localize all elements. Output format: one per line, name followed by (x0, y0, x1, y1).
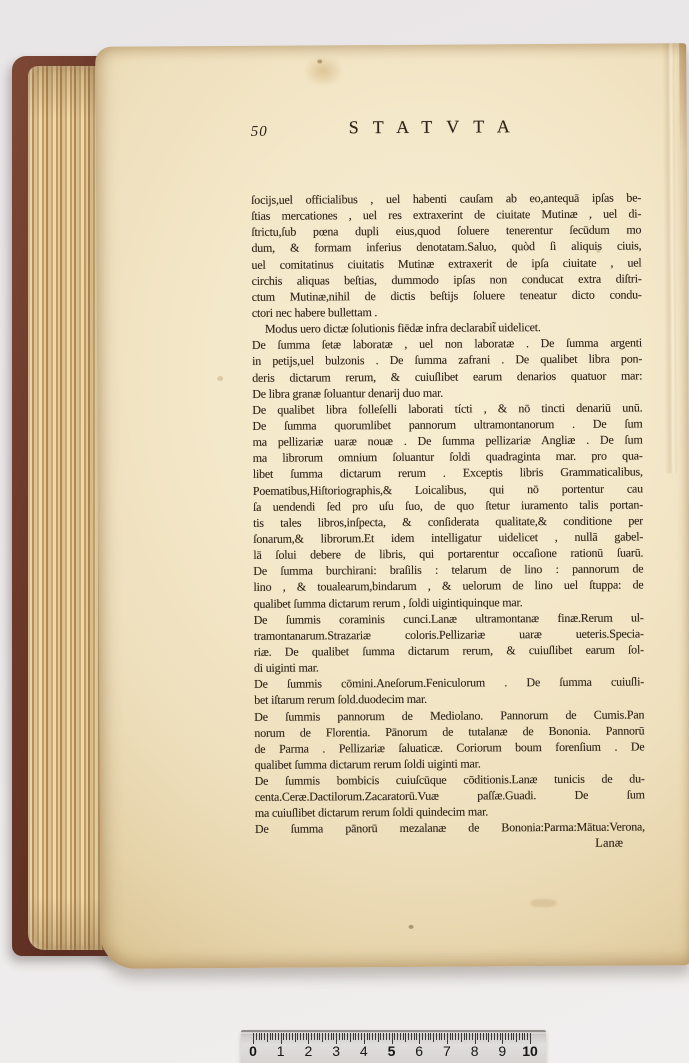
page-fold-line (662, 43, 677, 473)
ruler-tick (389, 1033, 390, 1040)
ruler-number: 6 (415, 1043, 424, 1059)
folio-number: 50 (250, 123, 268, 140)
text-line: De ſummis coraminis cunci.Lanæ ultramontanæ finæ.Rerum ul- (253, 610, 644, 627)
ruler-tick (516, 1033, 517, 1042)
text-line: circhis aliquas beſtias, dummodo ipſas non conducat extra diſtri- (251, 271, 642, 288)
text-line: ma cuiuſlibet dictarum rerum ſoldi quindecim mar. (254, 804, 489, 821)
text-line: uel comitatinus ciuitatis Mutinæ extraxerit de ipſa ciuitate , uel (251, 255, 642, 272)
ruler-tick (283, 1033, 284, 1040)
text-line: dum, & formam inferius denotatam.Saluo, quòd ſi aliquis ciuis, (251, 238, 642, 256)
ruler-tick (400, 1033, 401, 1040)
ruler-tick (272, 1033, 273, 1040)
ruler-tick (380, 1033, 381, 1040)
ruler-tick (386, 1033, 387, 1040)
text-line: ctum Mutinæ,nihil de dictis beſtijs ſoluere teneatur dicto condu- (251, 287, 642, 304)
ruler-tick (261, 1033, 262, 1040)
ruler-tick (383, 1033, 384, 1040)
ruler-tick (511, 1033, 512, 1040)
ruler-tick (522, 1033, 523, 1040)
ruler-tick (500, 1033, 501, 1040)
ruler-tick (347, 1033, 348, 1040)
ruler-tick (342, 1033, 343, 1040)
text-line: deris dictarum rerum, & cuiuſlibet earum denarios quatuor mar: (252, 368, 643, 385)
ruler-tick (408, 1033, 409, 1040)
ruler-tick (394, 1033, 395, 1040)
ruler-tick (450, 1033, 451, 1040)
ruler-tick (488, 1033, 489, 1042)
printed-text-block (250, 115, 646, 850)
ruler-tick (328, 1033, 329, 1040)
ruler-tick (350, 1033, 351, 1042)
ruler-tick (436, 1033, 437, 1040)
text-line: ma librorum omnium ſoluantur ſoldi quadraginta mar. pro qua- (252, 448, 643, 466)
text-line: di uiginti mar. (253, 660, 319, 675)
ruler-tick (505, 1033, 506, 1040)
ruler-tick (513, 1033, 514, 1040)
ruler-number: 1 (276, 1043, 285, 1059)
text-line: ſonarum,& librorum.Et idem intelligatur uidelicet , nullā gabel- (253, 529, 644, 546)
ruler-tick (289, 1033, 290, 1040)
ruler-tick (428, 1033, 429, 1040)
ruler-tick (358, 1033, 359, 1040)
paper-stain (295, 53, 351, 97)
text-line: bet iſtarum rerum ſold.duodecim mar. (254, 692, 427, 708)
ruler-tick (367, 1033, 368, 1040)
ruler-tick (433, 1033, 434, 1042)
ruler-number: 10 (522, 1043, 538, 1059)
ruler-tick (311, 1033, 312, 1040)
ruler-tick (494, 1033, 495, 1040)
text-line: tis tales libros,inſpecta, & conſiderata qualitate,& conditione per (253, 513, 644, 530)
text-line: ctori nec habere bullettam . (251, 305, 378, 320)
ruler-tick (411, 1033, 412, 1040)
text-line: De ſumma ſetæ laboratæ , uel non laboratæ . De ſumma argenti (251, 335, 643, 353)
text-line: in petijs,uel bulzonis . De ſumma zafrani . De qualibet libra pon- (252, 351, 643, 369)
ruler-tick (295, 1033, 296, 1042)
foxing-spot (317, 59, 322, 63)
ruler-tick (452, 1033, 453, 1040)
ruler-tick (369, 1033, 370, 1040)
text-line: De ſummis cōmini.Aneſorum.Feniculorum . De ſumma cuiuſli- (254, 674, 645, 692)
ruler-tick (430, 1033, 431, 1040)
ruler-tick (458, 1033, 459, 1040)
ruler-tick (339, 1033, 340, 1040)
ruler-tick (405, 1033, 406, 1042)
foxing-spot (217, 376, 223, 381)
text-line: ſtrictu,ſub pœna dupli eius,quod ſoluere tenerentur ſecūdum mo (251, 222, 642, 240)
ruler-tick (325, 1033, 326, 1040)
ruler-tick (441, 1033, 442, 1040)
ruler-tick (527, 1033, 528, 1040)
ruler-tick (372, 1033, 373, 1040)
text-line: riæ. De qualibet ſumma dictarum rerum, & cuiuſlibet earum ſol- (253, 642, 644, 659)
ruler-tick (477, 1033, 478, 1040)
ruler-tick (317, 1033, 318, 1040)
text-line: ſocijs,uel officialibus , uel habenti cauſam ab eo,antequā ipſas be- (251, 190, 642, 207)
text-line: norum de Florentia. Pānorum de tutalanæ de Bononia. Pannorū (254, 723, 645, 740)
ruler-number: 0 (249, 1043, 257, 1059)
text-line: ſtias mercationes , uel res extraxerint de ciuitate Mutinæ , uel di- (251, 206, 642, 224)
ruler-tick (414, 1033, 415, 1040)
ruler-tick (300, 1033, 301, 1040)
body-text (251, 189, 645, 837)
ruler-tick (333, 1033, 334, 1040)
ruler-tick (461, 1033, 462, 1042)
ruler-tick (444, 1033, 445, 1040)
text-line: De qualibet libra folleſelli laborati tícti , & nō tincti denariū unū. (252, 400, 643, 417)
ruler-tick (270, 1033, 271, 1040)
ruler-tick (508, 1033, 509, 1040)
ruler-tick (422, 1033, 423, 1040)
ruler-tick (466, 1033, 467, 1040)
ruler-tick (303, 1033, 304, 1040)
ruler-tick (259, 1033, 260, 1040)
page-corner-edge (679, 43, 687, 153)
ruler-number: 7 (442, 1043, 451, 1059)
text-line: tramontanarum.Strazariæ coloris.Pellizariæ uaræ ueteris.Specia- (253, 626, 644, 643)
text-line: centa.Ceræ.Dactilorum.Zacaratorū.Vuæ paſſæ.Guadi. De ſum (254, 787, 645, 805)
text-line: Poematibus,Hiſtoriographis,& Loicalibus, qui nō portentur cau (252, 481, 643, 498)
text-line: Modus uero dictæ ſolutionis fiēdæ infra declarabit̃ uidelicet. (264, 320, 541, 336)
page-header (251, 115, 641, 145)
text-line: lā ſolui debere de libris, qui portarentur occaſione rationū ſuarū. (253, 545, 644, 562)
ruler-tick (483, 1033, 484, 1040)
ruler-number: 2 (304, 1043, 313, 1059)
ruler-tick (480, 1033, 481, 1040)
ruler-tick (425, 1033, 426, 1040)
ruler-tick (256, 1033, 257, 1040)
open-book-page (95, 43, 689, 969)
ruler-tick (297, 1033, 298, 1040)
text-line: ma pellizariæ uaræ nouæ . De ſumma pellizariæ Angliæ . De ſum (252, 432, 643, 449)
ruler-tick (275, 1033, 276, 1040)
ruler-number: 9 (498, 1043, 507, 1059)
ruler-tick (361, 1033, 362, 1040)
ruler-tick (278, 1033, 279, 1040)
ruler-tick (353, 1033, 354, 1040)
text-line: De ſummis pannorum de Mediolano. Pannorum de Cumis.Pan (254, 706, 645, 724)
ruler-tick (286, 1033, 287, 1040)
text-line: qualibet ſumma dictarum rerum , ſoldi uigintiquinque mar. (253, 594, 523, 611)
foxing-spot (530, 899, 556, 907)
ruler-tick (491, 1033, 492, 1040)
ruler-tick (403, 1033, 404, 1040)
text-line: De libra granæ ſoluantur denarij duo mar. (252, 385, 444, 401)
ruler-tick (322, 1033, 323, 1042)
ruler-tick (344, 1033, 345, 1040)
ruler-tick (355, 1033, 356, 1040)
ruler-tick (331, 1033, 332, 1040)
text-line: De ſumma burchirani: braſilis : telarum de lino : pannorum de (253, 561, 644, 579)
catchword: Lanæ (595, 835, 624, 850)
ruler-tick (439, 1033, 440, 1040)
text-line: libet ſumma dictarum rerum . Exceptis libris Grammaticalibus, (252, 464, 643, 482)
ruler-tick (264, 1033, 265, 1040)
ruler-tick (375, 1033, 376, 1040)
text-line: De ſumma quorumlibet pannorum ultramontanorum . De ſum (252, 416, 643, 433)
ruler-tick (267, 1033, 268, 1042)
ruler-tick (486, 1033, 487, 1040)
ruler-tick (464, 1033, 465, 1040)
ruler-tick (306, 1033, 307, 1040)
ruler-tick (472, 1033, 473, 1040)
text-line: ſa uendendi ſed pro uſu ſuo, de quo ſtetur iuramento talis portan- (252, 497, 644, 514)
ruler-number: 8 (470, 1043, 479, 1059)
ruler-tick (378, 1033, 379, 1042)
ruler-number: 3 (332, 1043, 340, 1059)
text-line: De ſummis bombicis cuiuſcūque cōditionis.Lanæ tunicis de du- (254, 771, 645, 788)
ruler-tick (397, 1033, 398, 1040)
ruler-tick (497, 1033, 498, 1040)
ruler-tick (519, 1033, 520, 1040)
ruler-tick (319, 1033, 320, 1040)
text-line: de Parma . Pellizariæ ſaluaticæ. Coriorum boum forenſium . De (254, 739, 645, 756)
ruler-number: 5 (387, 1043, 396, 1059)
measuring-ruler (241, 1030, 546, 1063)
running-title: STATVTA (348, 116, 524, 138)
foxing-spot (409, 925, 414, 929)
text-line: De ſumma pānorū mezalanæ de Bononia:Parma:Mātua:Verona, (254, 819, 646, 837)
text-line: qualibet ſumma dictarum rerum ſoldi uiginti mar. (254, 756, 481, 772)
ruler-tick (524, 1033, 525, 1040)
ruler-tick (455, 1033, 456, 1040)
ruler-tick (292, 1033, 293, 1040)
text-line: lino , & toualearum,bindarum , & uelorum de lino uel ſtuppa: de (253, 577, 644, 595)
ruler-tick (469, 1033, 470, 1040)
ruler-tick (416, 1033, 417, 1040)
ruler-number: 4 (359, 1043, 368, 1059)
ruler-tick (314, 1033, 315, 1040)
